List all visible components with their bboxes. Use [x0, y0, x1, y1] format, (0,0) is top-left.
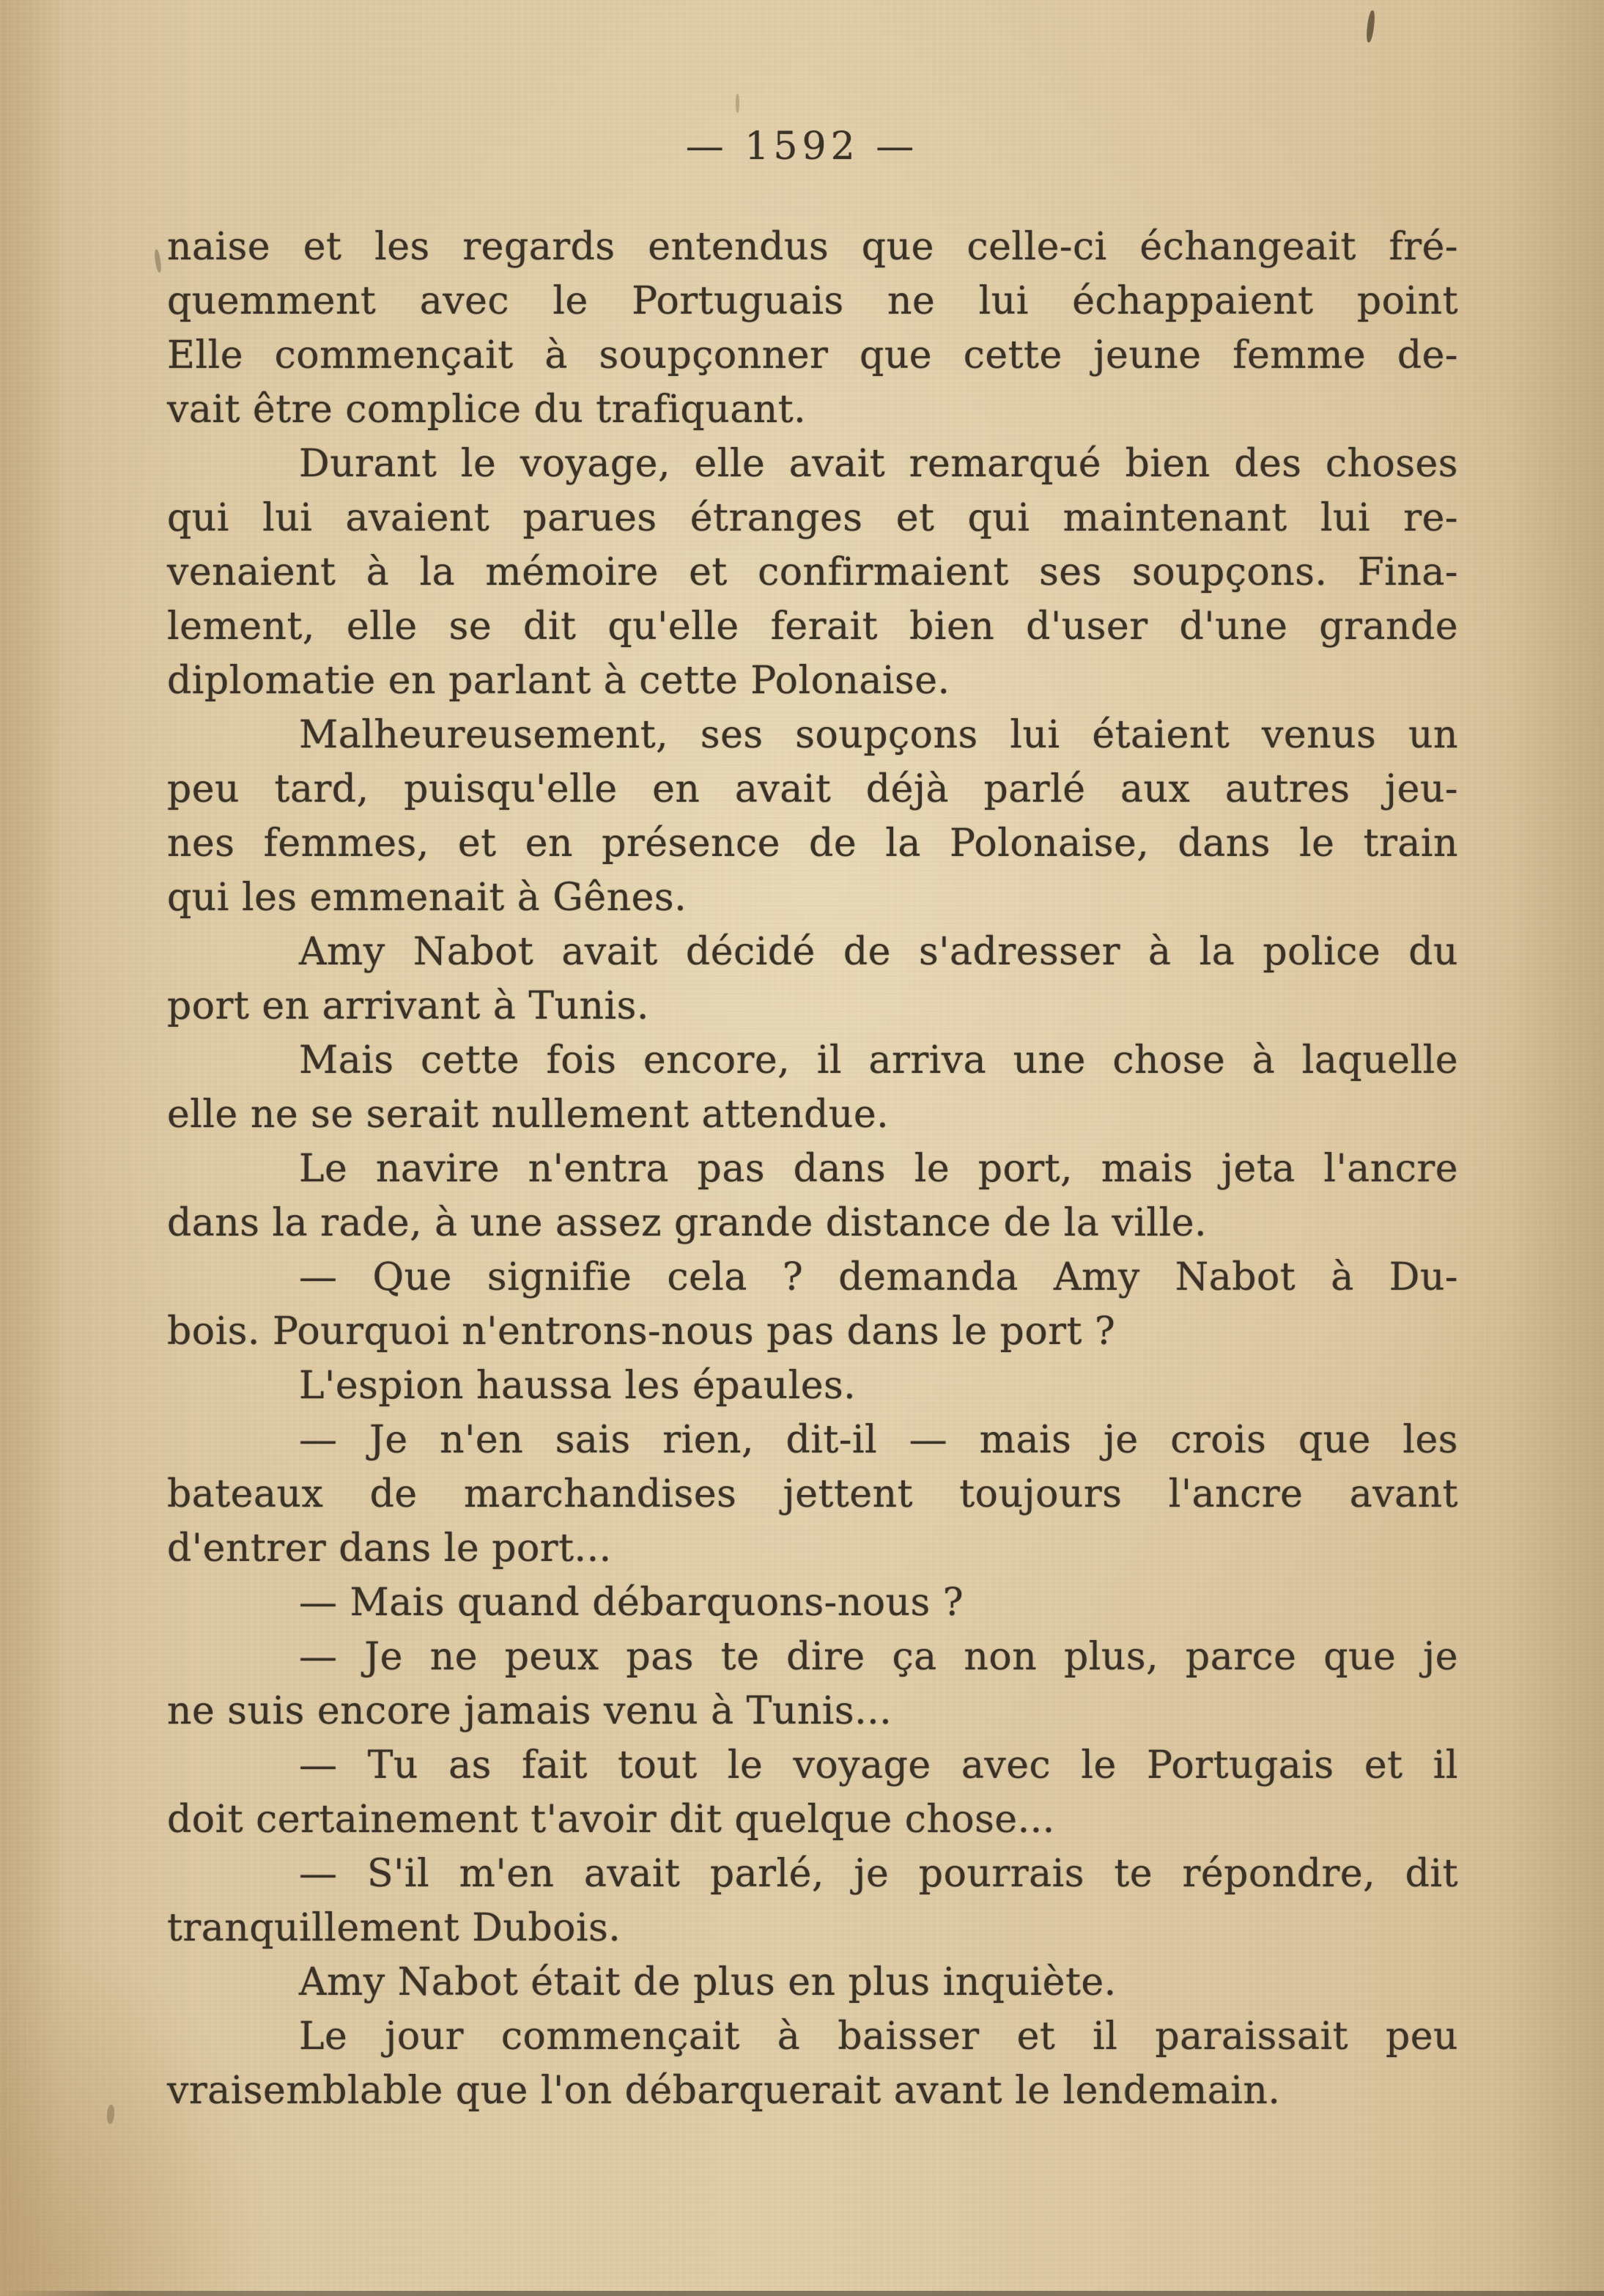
text-line: ne suis encore jamais venu à Tunis...	[167, 1689, 892, 1733]
text-line: — Je n'en sais rien, dit-il — mais je crois que les	[299, 1418, 1458, 1462]
ink-speck	[736, 94, 739, 113]
text-line: lement, elle se dit qu'elle ferait bien d'user d'une grande	[167, 605, 1458, 649]
text-line: Le navire n'entra pas dans le port, mais jeta l'ancre	[299, 1147, 1458, 1191]
text-line: peu tard, puisqu'elle en avait déjà parlé aux autres jeu-	[167, 767, 1458, 811]
page-number: — 1592 —	[685, 125, 919, 169]
text-line: doit certainement t'avoir dit quelque chose...	[167, 1798, 1055, 1842]
text-line: bateaux de marchandises jettent toujours l'ancre avant	[167, 1472, 1458, 1516]
text-line: port en arrivant à Tunis.	[167, 984, 649, 1028]
text-line: nes femmes, et en présence de la Polonaise, dans le train	[167, 822, 1458, 865]
text-line: qui les emmenait à Gênes.	[167, 876, 687, 920]
text-line: tranquillement Dubois.	[167, 1906, 621, 1950]
text-line: Amy Nabot était de plus en plus inquiète.	[299, 1960, 1117, 2004]
text-line: vait être complice du trafiquant.	[167, 388, 807, 432]
text-line: quemment avec le Portuguais ne lui échappaient point	[167, 279, 1458, 323]
text-line: venaient à la mémoire et confirmaient ses soupçons. Fina-	[167, 550, 1458, 594]
text-line: Amy Nabot avait décidé de s'adresser à la police du	[299, 930, 1458, 974]
text-line: d'entrer dans le port...	[167, 1527, 612, 1570]
ink-speck	[1365, 10, 1375, 43]
ink-speck	[154, 249, 162, 273]
text-line: vraisemblable que l'on débarquerait avant le lendemain.	[167, 2069, 1281, 2113]
text-line: diplomatie en parlant à cette Polonaise.	[167, 659, 950, 703]
text-line: dans la rade, à une assez grande distance de la ville.	[167, 1201, 1207, 1245]
text-line: Mais cette fois encore, il arriva une chose à laquelle	[299, 1038, 1458, 1082]
text-line: elle ne se serait nullement attendue.	[167, 1093, 890, 1137]
text-line: naise et les regards entendus que celle-ci échangeait fré-	[167, 225, 1458, 269]
text-line: Le jour commençait à baisser et il paraissait peu	[299, 2015, 1458, 2059]
text-block	[167, 220, 1458, 2118]
text-line: — Mais quand débarquons-nous ?	[299, 1581, 964, 1625]
text-line: qui lui avaient parues étranges et qui maintenant lui re-	[167, 496, 1458, 540]
text-line: — Tu as fait tout le voyage avec le Portugais et il	[299, 1743, 1458, 1787]
text-line: Elle commençait à soupçonner que cette jeune femme de-	[167, 333, 1458, 377]
text-line: Malheureusement, ses soupçons lui étaient venus un	[299, 713, 1458, 757]
text-line: Durant le voyage, elle avait remarqué bien des choses	[299, 442, 1458, 486]
text-line: — Je ne peux pas te dire ça non plus, parce que je	[299, 1635, 1458, 1679]
text-line: — S'il m'en avait parlé, je pourrais te répondre, dit	[299, 1852, 1458, 1896]
ink-speck	[106, 2105, 115, 2125]
text-line: bois. Pourquoi n'entrons-nous pas dans le port ?	[167, 1310, 1116, 1354]
text-line: L'espion haussa les épaules.	[299, 1364, 857, 1408]
text-line: — Que signifie cela ? demanda Amy Nabot à Du-	[299, 1255, 1458, 1299]
scan-edge-shadow	[0, 2291, 1604, 2296]
